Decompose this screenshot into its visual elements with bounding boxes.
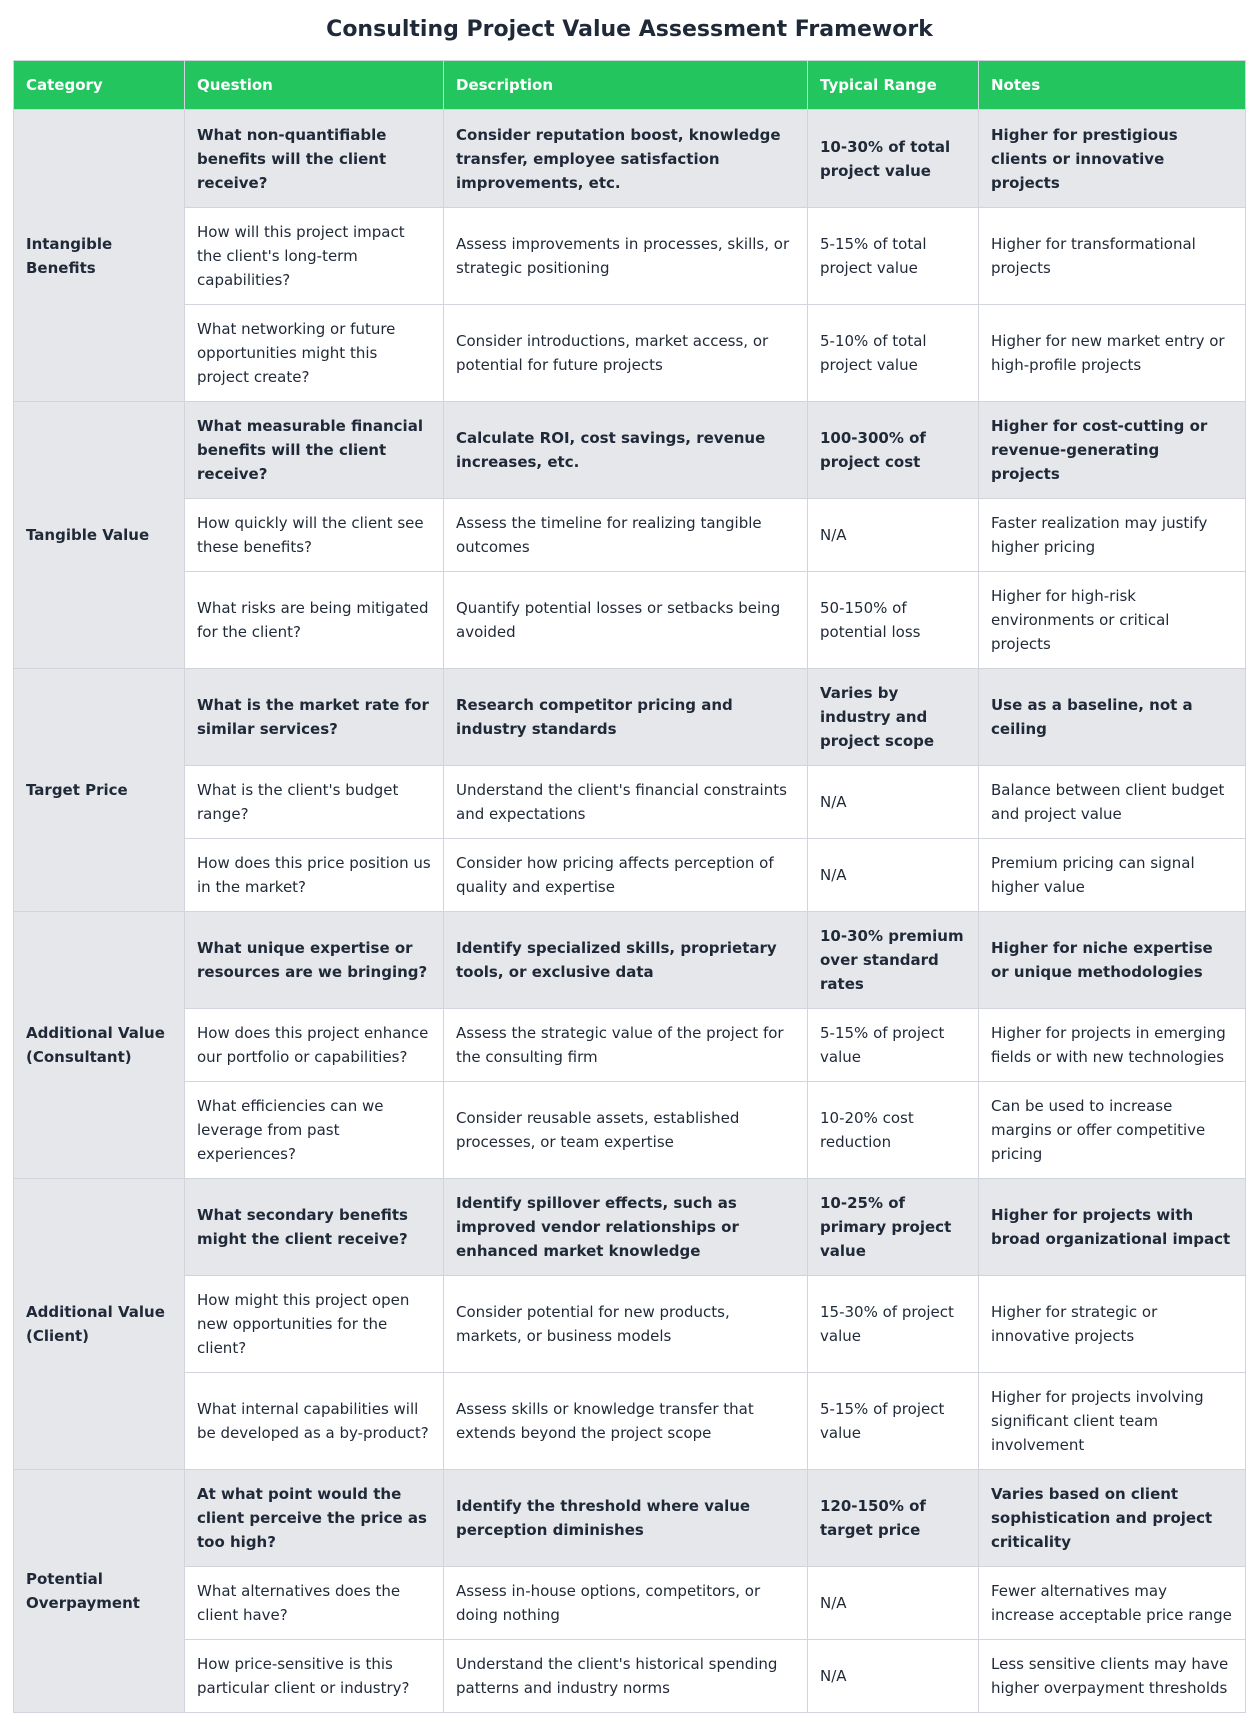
- range-cell: N/A: [808, 1567, 979, 1640]
- range-cell: 120-150% of target price: [808, 1470, 979, 1567]
- range-cell: 15-30% of project value: [808, 1276, 979, 1373]
- question-cell: What measurable financial benefits will the client receive?: [185, 402, 444, 499]
- table-row: [14, 1470, 1246, 1567]
- notes-cell: Higher for strategic or innovative projects: [979, 1276, 1246, 1373]
- assessment-table: [13, 60, 1246, 1713]
- notes-cell: Higher for new market entry or high-profile projects: [979, 305, 1246, 402]
- question-cell: What non-quantifiable benefits will the client receive?: [185, 110, 444, 208]
- description-cell: Identify spillover effects, such as improved vendor relationships or enhanced market knowledge: [444, 1179, 808, 1276]
- range-cell: N/A: [808, 766, 979, 839]
- range-cell: N/A: [808, 499, 979, 572]
- description-cell: Consider reputation boost, knowledge transfer, employee satisfaction improvements, etc.: [444, 110, 808, 208]
- range-cell: 50-150% of potential loss: [808, 572, 979, 669]
- question-cell: How quickly will the client see these benefits?: [185, 499, 444, 572]
- question-cell: What is the market rate for similar services?: [185, 669, 444, 766]
- range-cell: 5-15% of project value: [808, 1373, 979, 1470]
- table-row: [14, 669, 1246, 766]
- description-cell: Consider potential for new products, markets, or business models: [444, 1276, 808, 1373]
- notes-cell: Higher for projects in emerging fields or with new technologies: [979, 1009, 1246, 1082]
- table-row: [14, 912, 1246, 1009]
- page-title: Consulting Project Value Assessment Framework: [326, 17, 933, 42]
- notes-cell: Higher for projects involving significant client team involvement: [979, 1373, 1246, 1470]
- category-cell: Intangible Benefits: [14, 110, 185, 402]
- table-row: [14, 1276, 1246, 1373]
- question-cell: How might this project open new opportunities for the client?: [185, 1276, 444, 1373]
- question-cell: At what point would the client perceive the price as too high?: [185, 1470, 444, 1567]
- question-cell: What is the client's budget range?: [185, 766, 444, 839]
- range-cell: 10-25% of primary project value: [808, 1179, 979, 1276]
- notes-cell: Use as a baseline, not a ceiling: [979, 669, 1246, 766]
- table-row: [14, 402, 1246, 499]
- category-cell: Additional Value (Client): [14, 1179, 185, 1470]
- header-category: Category: [14, 61, 185, 110]
- question-cell: What networking or future opportunities might this project create?: [185, 305, 444, 402]
- description-cell: Calculate ROI, cost savings, revenue increases, etc.: [444, 402, 808, 499]
- question-cell: What efficiencies can we leverage from past experiences?: [185, 1082, 444, 1179]
- range-cell: 10-30% premium over standard rates: [808, 912, 979, 1009]
- notes-cell: Balance between client budget and project value: [979, 766, 1246, 839]
- description-cell: Identify the threshold where value perception diminishes: [444, 1470, 808, 1567]
- notes-cell: Varies based on client sophistication and project criticality: [979, 1470, 1246, 1567]
- header-notes: Notes: [979, 61, 1246, 110]
- table-row: [14, 499, 1246, 572]
- table-row: [14, 766, 1246, 839]
- question-cell: What risks are being mitigated for the client?: [185, 572, 444, 669]
- notes-cell: Higher for niche expertise or unique methodologies: [979, 912, 1246, 1009]
- notes-cell: Fewer alternatives may increase acceptable price range: [979, 1567, 1246, 1640]
- category-cell: Tangible Value: [14, 402, 185, 669]
- notes-cell: Higher for transformational projects: [979, 208, 1246, 305]
- question-cell: How does this project enhance our portfolio or capabilities?: [185, 1009, 444, 1082]
- description-cell: Consider how pricing affects perception of quality and expertise: [444, 839, 808, 912]
- question-cell: What secondary benefits might the client receive?: [185, 1179, 444, 1276]
- description-cell: Assess improvements in processes, skills, or strategic positioning: [444, 208, 808, 305]
- notes-cell: Less sensitive clients may have higher overpayment thresholds: [979, 1640, 1246, 1713]
- range-cell: N/A: [808, 839, 979, 912]
- notes-cell: Higher for cost-cutting or revenue-generating projects: [979, 402, 1246, 499]
- range-cell: N/A: [808, 1640, 979, 1713]
- question-cell: How price-sensitive is this particular client or industry?: [185, 1640, 444, 1713]
- category-cell: Target Price: [14, 669, 185, 912]
- range-cell: 100-300% of project cost: [808, 402, 979, 499]
- description-cell: Consider introductions, market access, or potential for future projects: [444, 305, 808, 402]
- table-row: [14, 208, 1246, 305]
- range-cell: 10-30% of total project value: [808, 110, 979, 208]
- notes-cell: Can be used to increase margins or offer competitive pricing: [979, 1082, 1246, 1179]
- description-cell: Assess in-house options, competitors, or doing nothing: [444, 1567, 808, 1640]
- table-row: [14, 1082, 1246, 1179]
- description-cell: Understand the client's financial constraints and expectations: [444, 766, 808, 839]
- notes-cell: Higher for prestigious clients or innovative projects: [979, 110, 1246, 208]
- table-row: [14, 1567, 1246, 1640]
- header-question: Question: [185, 61, 444, 110]
- table-header-row: [14, 61, 1246, 110]
- description-cell: Understand the client's historical spending patterns and industry norms: [444, 1640, 808, 1713]
- range-cell: 5-15% of project value: [808, 1009, 979, 1082]
- question-cell: How does this price position us in the market?: [185, 839, 444, 912]
- description-cell: Assess skills or knowledge transfer that extends beyond the project scope: [444, 1373, 808, 1470]
- header-typical-range: Typical Range: [808, 61, 979, 110]
- range-cell: 5-15% of total project value: [808, 208, 979, 305]
- table-row: [14, 110, 1246, 208]
- table-row: [14, 1640, 1246, 1713]
- notes-cell: Premium pricing can signal higher value: [979, 839, 1246, 912]
- description-cell: Assess the strategic value of the project for the consulting firm: [444, 1009, 808, 1082]
- table-row: [14, 572, 1246, 669]
- description-cell: Assess the timeline for realizing tangible outcomes: [444, 499, 808, 572]
- table-row: [14, 305, 1246, 402]
- notes-cell: Faster realization may justify higher pricing: [979, 499, 1246, 572]
- description-cell: Identify specialized skills, proprietary tools, or exclusive data: [444, 912, 808, 1009]
- range-cell: Varies by industry and project scope: [808, 669, 979, 766]
- question-cell: What unique expertise or resources are we bringing?: [185, 912, 444, 1009]
- description-cell: Consider reusable assets, established processes, or team expertise: [444, 1082, 808, 1179]
- description-cell: Research competitor pricing and industry standards: [444, 669, 808, 766]
- range-cell: 5-10% of total project value: [808, 305, 979, 402]
- table-row: [14, 1373, 1246, 1470]
- category-cell: Additional Value (Consultant): [14, 912, 185, 1179]
- description-cell: Quantify potential losses or setbacks being avoided: [444, 572, 808, 669]
- header-description: Description: [444, 61, 808, 110]
- question-cell: What internal capabilities will be developed as a by-product?: [185, 1373, 444, 1470]
- notes-cell: Higher for projects with broad organizational impact: [979, 1179, 1246, 1276]
- table-row: [14, 1009, 1246, 1082]
- question-cell: How will this project impact the client's long-term capabilities?: [185, 208, 444, 305]
- table-row: [14, 1179, 1246, 1276]
- table-row: [14, 839, 1246, 912]
- category-cell: Potential Overpayment: [14, 1470, 185, 1713]
- question-cell: What alternatives does the client have?: [185, 1567, 444, 1640]
- notes-cell: Higher for high-risk environments or critical projects: [979, 572, 1246, 669]
- range-cell: 10-20% cost reduction: [808, 1082, 979, 1179]
